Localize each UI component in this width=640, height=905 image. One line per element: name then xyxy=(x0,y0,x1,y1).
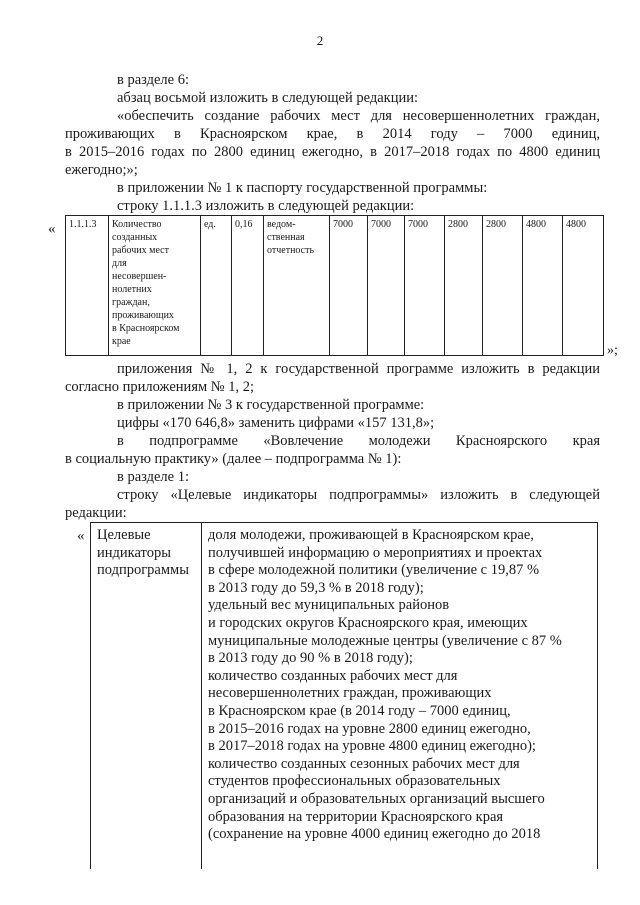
value-cell: 7000 xyxy=(368,216,405,356)
paragraph-line: «обеспечить создание рабочих мест для несовершеннолетних граждан, xyxy=(117,108,600,124)
paragraph-line: в разделе 1: xyxy=(117,469,190,485)
row-code: 1.1.1.3 xyxy=(66,216,109,356)
paragraph-line: приложения № 1, 2 к государственной программе изложить в редакции xyxy=(117,361,600,377)
value-cell: 2800 xyxy=(483,216,523,356)
value-cell: 7000 xyxy=(405,216,445,356)
opening-quote: « xyxy=(48,221,56,237)
paragraph-line: редакции: xyxy=(65,505,127,521)
value-cell: 4800 xyxy=(563,216,604,356)
closing-quote: »; xyxy=(607,343,618,358)
row-weight: 0,16 xyxy=(232,216,264,356)
indicators-content: доля молодежи, проживающей в Красноярском крае, получившей информацию о мероприятиях и проектах в сфере молодежной политики (увеличение с 19,87 % в 2013 году до 59,3 % в 2018 году); удельный вес муниципальных районов и городских округов Красноярского края, имеющих муниципальные молодежные центры (увеличение с 87 % в 2013 году до 90 % в 2018 году); количество созданных рабочих мест для несовершеннолетних граждан, проживающих в Красноярском крае (в 2014 году – 7000 единиц, в 2015–2016 годах на уровне 2800 единиц ежегодно, в 2017–2018 годах на уровне 4800 единиц ежегодно); количество созданных сезонных рабочих мест для студентов профессиональных образовательных организаций и образовательных организаций высшего образования на территории Красноярского края (сохранение на уровне 4000 единиц ежегодно до 2018 xyxy=(202,523,598,870)
indicators-label: Целевые индикаторы подпрограммы xyxy=(91,523,202,870)
page-number: 2 xyxy=(316,33,324,48)
paragraph-line: в разделе 6: xyxy=(117,72,190,88)
paragraph-line: в подпрограмме «Вовлечение молодежи Красноярского края xyxy=(117,433,600,449)
row-source: ведом- ственная отчетность xyxy=(264,216,330,356)
paragraph-line: в приложении № 1 к паспорту государственной программы: xyxy=(117,180,488,196)
opening-quote: « xyxy=(77,528,85,544)
paragraph-line: цифры «170 646,8» заменить цифрами «157 131,8»; xyxy=(117,415,435,431)
paragraph-line: строку 1.1.1.3 изложить в следующей редакции: xyxy=(117,198,415,214)
row-name: Количество созданных рабочих мест для несовершен- нолетних граждан, проживающих в Красноярском крае xyxy=(109,216,201,356)
paragraph-line: ежегодно;»; xyxy=(65,162,138,178)
value-cell: 7000 xyxy=(330,216,368,356)
paragraph-line: в 2015–2016 годах по 2800 единиц ежегодно, в 2017–2018 годах по 4800 единиц xyxy=(65,144,600,160)
value-cell: 2800 xyxy=(445,216,483,356)
paragraph-line: абзац восьмой изложить в следующей редакции: xyxy=(117,90,419,106)
indicator-table xyxy=(65,215,604,356)
paragraph-line: проживающих в Красноярском крае, в 2014 году – 7000 единиц, xyxy=(65,126,600,142)
paragraph-line: в социальную практику» (далее – подпрограмма № 1): xyxy=(65,451,402,467)
paragraph-line: в приложении № 3 к государственной программе: xyxy=(117,397,425,413)
row-unit: ед. xyxy=(201,216,232,356)
target-indicators-table xyxy=(90,522,598,869)
paragraph-line: согласно приложениям № 1, 2; xyxy=(65,379,255,395)
value-cell: 4800 xyxy=(523,216,563,356)
paragraph-line: строку «Целевые индикаторы подпрограммы» изложить в следующей xyxy=(117,487,600,503)
